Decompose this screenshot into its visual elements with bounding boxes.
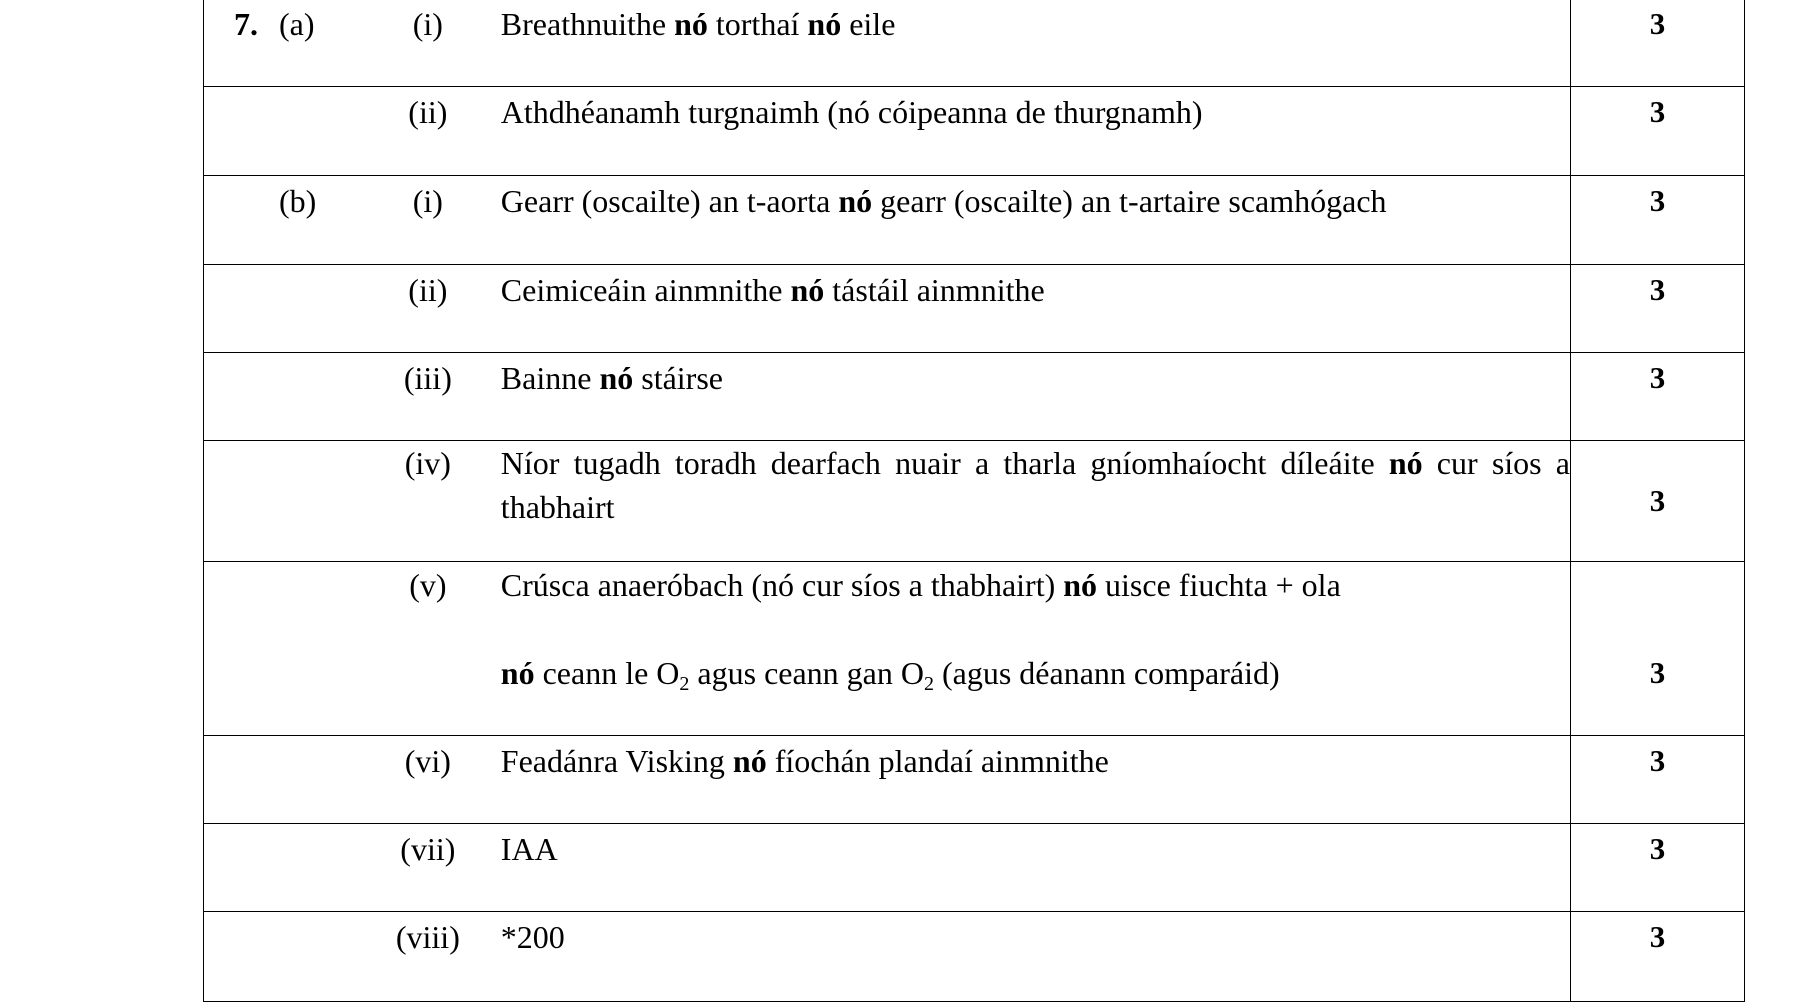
subpart-label: (i): [412, 6, 443, 42]
table-row: [204, 824, 1745, 912]
mark-value: 3: [1649, 360, 1666, 395]
mark-value: 3: [1649, 743, 1666, 778]
mark-value: 3: [1649, 831, 1666, 866]
table-row: [204, 87, 1745, 176]
answer-text: Gearr (oscailte) an t-aorta nó gearr (oscailte) an t-artaire scamhógach: [500, 183, 1387, 219]
subpart-label: (vi): [404, 743, 451, 779]
answer-text: Bainne nó stáirse: [500, 360, 723, 396]
mark-value: 3: [1649, 183, 1666, 218]
answer-text: Ceimiceáin ainmnithe nó tástáil ainmnithe: [500, 272, 1045, 308]
table-row: [204, 441, 1745, 562]
subpart-label: (i): [412, 183, 443, 219]
mark-value: 3: [1649, 6, 1666, 41]
answer-text: *200: [500, 919, 565, 955]
subpart-label: (iv): [404, 445, 451, 481]
subpart-label: (v): [409, 567, 447, 603]
table-row: [204, 736, 1745, 824]
table-row: [204, 912, 1745, 1002]
answer-text: Breathnuithe nó torthaí nó eile: [500, 6, 896, 42]
part-label: (a): [278, 6, 315, 42]
subpart-label: (vii): [400, 831, 456, 867]
question-number: 7.: [234, 6, 258, 42]
answer-text: Feadánra Visking nó fíochán plandaí ainmnithe: [500, 743, 1109, 779]
mark-value: 3: [1649, 919, 1666, 954]
answer-text: Crúsca anaeróbach (nó cur síos a thabhairt) nó uisce fiuchta + ola nó ceann le $O_2$ agus ceann gan $O_2$ (agus déanann comparáid): [500, 567, 1341, 695]
mark-value: 3: [1649, 483, 1666, 518]
table-row: [204, 265, 1745, 353]
table-row: [204, 176, 1745, 265]
subpart-label: (iii): [403, 360, 452, 396]
mark-value: 3: [1649, 94, 1666, 129]
marking-scheme-table: [203, 0, 1745, 1002]
subpart-label: (ii): [408, 94, 448, 130]
answer-text: Níor tugadh toradh dearfach nuair a tharla gníomhaíocht díleáite nó cur síos a thabhairt: [500, 445, 1570, 525]
answer-text: IAA: [500, 831, 558, 867]
answer-text: Athdhéanamh turgnaimh (nó cóipeanna de thurgnamh): [500, 94, 1203, 130]
table-row: [204, 562, 1745, 736]
part-label: (b): [278, 183, 317, 219]
subpart-label: (viii): [395, 919, 460, 955]
table-row: [204, 0, 1745, 87]
mark-value: 3: [1649, 272, 1666, 307]
table-row: [204, 353, 1745, 441]
mark-value: 3: [1649, 655, 1666, 690]
subpart-label: (ii): [408, 272, 448, 308]
